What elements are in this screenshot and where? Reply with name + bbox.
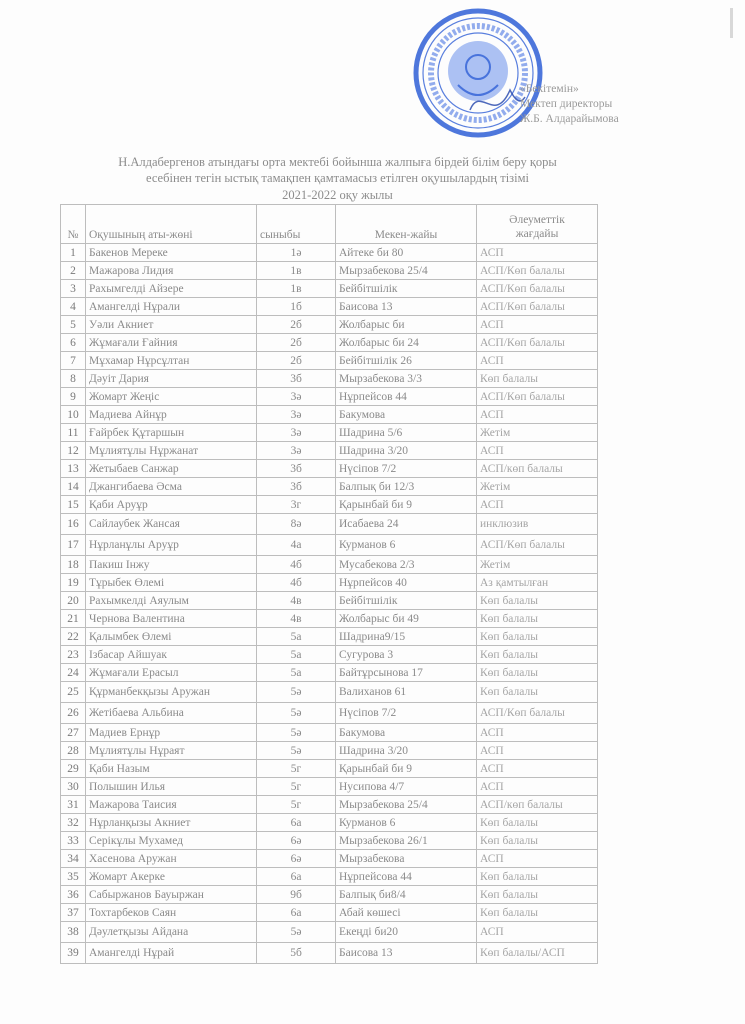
cell-grade: 4в bbox=[257, 592, 336, 610]
cell-no: 36 bbox=[61, 886, 86, 904]
cell-grade: 3ә bbox=[257, 406, 336, 424]
cell-address: Қарынбай би 9 bbox=[336, 496, 477, 514]
cell-name: Нұрланқызы Акниет bbox=[86, 814, 257, 832]
cell-name: Уәли Акниет bbox=[86, 316, 257, 334]
cell-grade: 5ә bbox=[257, 682, 336, 703]
cell-status: АСП bbox=[477, 742, 598, 760]
table-row bbox=[61, 814, 598, 832]
cell-name: Бакенов Мереке bbox=[86, 244, 257, 262]
cell-status: АСП/Көп балалы bbox=[477, 334, 598, 352]
cell-no: 24 bbox=[61, 664, 86, 682]
table-row bbox=[61, 886, 598, 904]
table-row bbox=[61, 664, 598, 682]
cell-name: Мадиева Айнұр bbox=[86, 406, 257, 424]
table-row bbox=[61, 496, 598, 514]
cell-name: Мұлиятұлы Нұраят bbox=[86, 742, 257, 760]
cell-status: Көп балалы bbox=[477, 868, 598, 886]
cell-grade: 6а bbox=[257, 814, 336, 832]
table-row bbox=[61, 556, 598, 574]
cell-name: Рахымкелді Аяулым bbox=[86, 592, 257, 610]
cell-no: 6 bbox=[61, 334, 86, 352]
cell-grade: 5г bbox=[257, 760, 336, 778]
cell-grade: 2б bbox=[257, 352, 336, 370]
cell-address: Курманов 6 bbox=[336, 535, 477, 556]
cell-address: Нұрпейсова 44 bbox=[336, 868, 477, 886]
cell-grade: 1ә bbox=[257, 244, 336, 262]
cell-no: 12 bbox=[61, 442, 86, 460]
cell-grade: 1в bbox=[257, 262, 336, 280]
cell-status: АСП bbox=[477, 850, 598, 868]
header-grade: сыныбы bbox=[257, 205, 336, 244]
table-row bbox=[61, 832, 598, 850]
cell-address: Мырзабекова 25/4 bbox=[336, 796, 477, 814]
cell-no: 2 bbox=[61, 262, 86, 280]
header-status-line-2: жағдайы bbox=[515, 228, 559, 240]
table-row bbox=[61, 904, 598, 922]
table-row bbox=[61, 922, 598, 943]
cell-no: 3 bbox=[61, 280, 86, 298]
table-row bbox=[61, 334, 598, 352]
cell-no: 9 bbox=[61, 388, 86, 406]
cell-no: 16 bbox=[61, 514, 86, 535]
cell-no: 15 bbox=[61, 496, 86, 514]
cell-status: АСП bbox=[477, 724, 598, 742]
cell-address: Баисова 13 bbox=[336, 298, 477, 316]
table-row bbox=[61, 406, 598, 424]
cell-no: 23 bbox=[61, 646, 86, 664]
table-row bbox=[61, 370, 598, 388]
cell-grade: 5а bbox=[257, 664, 336, 682]
header-address: Мекен-жайы bbox=[336, 205, 477, 244]
cell-address: Нүсіпов 7/2 bbox=[336, 460, 477, 478]
cell-grade: 5ә bbox=[257, 703, 336, 724]
cell-address: Нүсіпов 7/2 bbox=[336, 703, 477, 724]
table-row bbox=[61, 298, 598, 316]
cell-name: Дәуіт Дария bbox=[86, 370, 257, 388]
table-row bbox=[61, 592, 598, 610]
cell-status: АСП bbox=[477, 496, 598, 514]
cell-grade: 5б bbox=[257, 943, 336, 964]
cell-address: Шадрина 3/20 bbox=[336, 742, 477, 760]
table-row bbox=[61, 388, 598, 406]
cell-no: 13 bbox=[61, 460, 86, 478]
cell-status: Аз қамтылған bbox=[477, 574, 598, 592]
cell-grade: 4в bbox=[257, 610, 336, 628]
table-row bbox=[61, 628, 598, 646]
cell-name: Мұлиятұлы Нұржанат bbox=[86, 442, 257, 460]
cell-address: Бакумова bbox=[336, 406, 477, 424]
cell-status: Көп балалы bbox=[477, 832, 598, 850]
cell-grade: 4б bbox=[257, 556, 336, 574]
cell-status: АСП/көп балалы bbox=[477, 796, 598, 814]
cell-name: Құрманбекқызы Аружан bbox=[86, 682, 257, 703]
cell-no: 38 bbox=[61, 922, 86, 943]
cell-no: 37 bbox=[61, 904, 86, 922]
cell-grade: 2б bbox=[257, 334, 336, 352]
table-row bbox=[61, 316, 598, 334]
cell-status: АСП/Көп балалы bbox=[477, 262, 598, 280]
cell-grade: 5ә bbox=[257, 724, 336, 742]
cell-no: 26 bbox=[61, 703, 86, 724]
cell-status: АСП bbox=[477, 316, 598, 334]
cell-status: Көп балалы bbox=[477, 682, 598, 703]
cell-no: 7 bbox=[61, 352, 86, 370]
cell-status: АСП bbox=[477, 406, 598, 424]
approval-line: Мектеп директоры bbox=[520, 98, 613, 110]
cell-name: Сайлаубек Жансая bbox=[86, 514, 257, 535]
cell-address: Баисова 13 bbox=[336, 943, 477, 964]
cell-status: АСП bbox=[477, 760, 598, 778]
cell-name: Пакиш Інжу bbox=[86, 556, 257, 574]
table-row bbox=[61, 262, 598, 280]
table-row bbox=[61, 442, 598, 460]
table-row bbox=[61, 424, 598, 442]
cell-status: Көп балалы bbox=[477, 628, 598, 646]
cell-address: Байтұрсынова 17 bbox=[336, 664, 477, 682]
cell-grade: 8ә bbox=[257, 514, 336, 535]
cell-status: Көп балалы bbox=[477, 646, 598, 664]
cell-name: Қаби Аруұр bbox=[86, 496, 257, 514]
cell-name: Мажарова Лидия bbox=[86, 262, 257, 280]
cell-grade: 1б bbox=[257, 298, 336, 316]
cell-address: Нұрпейсов 40 bbox=[336, 574, 477, 592]
cell-no: 32 bbox=[61, 814, 86, 832]
cell-status: Жетім bbox=[477, 424, 598, 442]
cell-grade: 5ә bbox=[257, 742, 336, 760]
cell-address: Шадрина 3/20 bbox=[336, 442, 477, 460]
cell-no: 39 bbox=[61, 943, 86, 964]
cell-status: Көп балалы bbox=[477, 814, 598, 832]
cell-status: АСП/Көп балалы bbox=[477, 703, 598, 724]
cell-address: Валиханов 61 bbox=[336, 682, 477, 703]
table-row bbox=[61, 352, 598, 370]
cell-no: 20 bbox=[61, 592, 86, 610]
cell-status: Көп балалы bbox=[477, 610, 598, 628]
table-row bbox=[61, 682, 598, 703]
table-row bbox=[61, 703, 598, 724]
cell-status: Көп балалы bbox=[477, 904, 598, 922]
cell-status: Жетім bbox=[477, 478, 598, 496]
cell-address: Исабаева 24 bbox=[336, 514, 477, 535]
cell-no: 28 bbox=[61, 742, 86, 760]
table-row bbox=[61, 868, 598, 886]
cell-no: 22 bbox=[61, 628, 86, 646]
cell-grade: 5г bbox=[257, 796, 336, 814]
cell-address: Екеңді би20 bbox=[336, 922, 477, 943]
cell-address: Жолбарыс би 24 bbox=[336, 334, 477, 352]
cell-status: АСП bbox=[477, 244, 598, 262]
table-row bbox=[61, 610, 598, 628]
cell-address: Мырзабекова bbox=[336, 850, 477, 868]
cell-no: 18 bbox=[61, 556, 86, 574]
cell-status: АСП/Көп балалы bbox=[477, 298, 598, 316]
approval-line: «Бекітемін» bbox=[520, 83, 579, 95]
header-status-line-1: Әлеуметтік bbox=[509, 214, 565, 226]
table-row bbox=[61, 850, 598, 868]
cell-address: Курманов 6 bbox=[336, 814, 477, 832]
cell-no: 5 bbox=[61, 316, 86, 334]
cell-grade: 5а bbox=[257, 646, 336, 664]
cell-grade: 3б bbox=[257, 370, 336, 388]
cell-name: Жетыбаев Санжар bbox=[86, 460, 257, 478]
cell-no: 35 bbox=[61, 868, 86, 886]
cell-grade: 6а bbox=[257, 904, 336, 922]
cell-grade: 5г bbox=[257, 778, 336, 796]
cell-name: Қалымбек Өлемі bbox=[86, 628, 257, 646]
cell-grade: 2б bbox=[257, 316, 336, 334]
cell-status: Көп балалы/АСП bbox=[477, 943, 598, 964]
cell-address: Жолбарыс би bbox=[336, 316, 477, 334]
cell-address: Нұрпейсов 44 bbox=[336, 388, 477, 406]
approval-block bbox=[520, 82, 619, 127]
cell-status: АСП bbox=[477, 922, 598, 943]
cell-grade: 4б bbox=[257, 574, 336, 592]
cell-name: Амангелді Нұрай bbox=[86, 943, 257, 964]
cell-name: Жұмағали Ғайния bbox=[86, 334, 257, 352]
header-status bbox=[477, 205, 598, 244]
cell-status: АСП bbox=[477, 778, 598, 796]
cell-status: Көп балалы bbox=[477, 664, 598, 682]
cell-name: Тохтарбеков Саян bbox=[86, 904, 257, 922]
scan-edge-mark bbox=[730, 8, 733, 38]
cell-grade: 3г bbox=[257, 496, 336, 514]
cell-no: 14 bbox=[61, 478, 86, 496]
table-row bbox=[61, 778, 598, 796]
cell-address: Бейбітшілік 26 bbox=[336, 352, 477, 370]
cell-address: Балпық би 12/3 bbox=[336, 478, 477, 496]
table-body bbox=[61, 244, 598, 964]
cell-name: Ізбасар Айшуак bbox=[86, 646, 257, 664]
cell-name: Жұмағали Ерасыл bbox=[86, 664, 257, 682]
cell-name: Рахымгелді Айзере bbox=[86, 280, 257, 298]
table-row bbox=[61, 244, 598, 262]
cell-address: Бейбітшілік bbox=[336, 280, 477, 298]
cell-address: Балпық би8/4 bbox=[336, 886, 477, 904]
cell-name: Нұрланұлы Аруұр bbox=[86, 535, 257, 556]
cell-no: 10 bbox=[61, 406, 86, 424]
table-row bbox=[61, 742, 598, 760]
cell-no: 21 bbox=[61, 610, 86, 628]
cell-name: Жомарт Акерке bbox=[86, 868, 257, 886]
cell-no: 1 bbox=[61, 244, 86, 262]
cell-status: Жетім bbox=[477, 556, 598, 574]
cell-status: инклюзив bbox=[477, 514, 598, 535]
cell-status: АСП/Көп балалы bbox=[477, 535, 598, 556]
table-row bbox=[61, 760, 598, 778]
cell-no: 11 bbox=[61, 424, 86, 442]
cell-address: Нусипова 4/7 bbox=[336, 778, 477, 796]
cell-grade: 9б bbox=[257, 886, 336, 904]
cell-grade: 6а bbox=[257, 868, 336, 886]
cell-no: 31 bbox=[61, 796, 86, 814]
cell-status: АСП/Көп балалы bbox=[477, 388, 598, 406]
document-title-line-2: есебінен тегін ыстық тамақпен қамтамасыз етілген оқушылардың тізімі bbox=[146, 171, 529, 185]
cell-grade: 6ә bbox=[257, 850, 336, 868]
table-row bbox=[61, 460, 598, 478]
table-row bbox=[61, 943, 598, 964]
cell-grade: 4а bbox=[257, 535, 336, 556]
document-title-line-3: 2021-2022 оқу жылы bbox=[282, 188, 393, 202]
table-row bbox=[61, 478, 598, 496]
cell-address: Абай көшесі bbox=[336, 904, 477, 922]
cell-address: Мырзабекова 26/1 bbox=[336, 832, 477, 850]
cell-grade: 5ә bbox=[257, 922, 336, 943]
cell-address: Сугурова 3 bbox=[336, 646, 477, 664]
cell-status: АСП/Көп балалы bbox=[477, 280, 598, 298]
cell-no: 29 bbox=[61, 760, 86, 778]
header-no: № bbox=[61, 205, 86, 244]
cell-address: Бейбітшілік bbox=[336, 592, 477, 610]
cell-address: Мусабекова 2/3 bbox=[336, 556, 477, 574]
cell-name: Джангибаева Әсма bbox=[86, 478, 257, 496]
cell-name: Серікұлы Мухамед bbox=[86, 832, 257, 850]
cell-name: Полышин Илья bbox=[86, 778, 257, 796]
cell-name: Тұрыбек Өлемі bbox=[86, 574, 257, 592]
table-row bbox=[61, 724, 598, 742]
cell-status: Көп балалы bbox=[477, 370, 598, 388]
header-name: Оқушының аты-жөні bbox=[86, 205, 257, 244]
cell-no: 25 bbox=[61, 682, 86, 703]
cell-no: 4 bbox=[61, 298, 86, 316]
document-title-line-1: Н.Алдабергенов атындағы орта мектебі бойынша жалпыға бірдей білім беру қоры bbox=[118, 155, 557, 169]
table-row bbox=[61, 574, 598, 592]
cell-grade: 6ә bbox=[257, 832, 336, 850]
cell-grade: 5а bbox=[257, 628, 336, 646]
cell-name: Жомарт Жеңіс bbox=[86, 388, 257, 406]
table-row bbox=[61, 646, 598, 664]
cell-address: Бакумова bbox=[336, 724, 477, 742]
cell-no: 30 bbox=[61, 778, 86, 796]
cell-grade: 3ә bbox=[257, 388, 336, 406]
cell-address: Жолбарыс би 49 bbox=[336, 610, 477, 628]
cell-status: Көп балалы bbox=[477, 592, 598, 610]
cell-grade: 3б bbox=[257, 460, 336, 478]
cell-name: Мажарова Таисия bbox=[86, 796, 257, 814]
cell-name: Мұхамар Нұрсұлтан bbox=[86, 352, 257, 370]
table-row bbox=[61, 280, 598, 298]
cell-address: Шадрина 5/6 bbox=[336, 424, 477, 442]
cell-no: 34 bbox=[61, 850, 86, 868]
cell-address: Мырзабекова 3/3 bbox=[336, 370, 477, 388]
cell-status: АСП bbox=[477, 442, 598, 460]
cell-no: 19 bbox=[61, 574, 86, 592]
cell-name: Сабыржанов Бауыржан bbox=[86, 886, 257, 904]
cell-no: 8 bbox=[61, 370, 86, 388]
cell-grade: 1в bbox=[257, 280, 336, 298]
table-row bbox=[61, 796, 598, 814]
cell-name: Қаби Назым bbox=[86, 760, 257, 778]
cell-name: Мадиев Ернұр bbox=[86, 724, 257, 742]
cell-grade: 3б bbox=[257, 478, 336, 496]
cell-no: 33 bbox=[61, 832, 86, 850]
cell-name: Хасенова Аружан bbox=[86, 850, 257, 868]
cell-name: Жетібаева Альбина bbox=[86, 703, 257, 724]
cell-address: Айтеке би 80 bbox=[336, 244, 477, 262]
table-row bbox=[61, 514, 598, 535]
cell-no: 27 bbox=[61, 724, 86, 742]
cell-address: Мырзабекова 25/4 bbox=[336, 262, 477, 280]
table-header-row bbox=[61, 205, 598, 244]
cell-name: Ғайрбек Құтаршын bbox=[86, 424, 257, 442]
cell-status: Көп балалы bbox=[477, 886, 598, 904]
cell-address: Шадрина9/15 bbox=[336, 628, 477, 646]
cell-address: Қарынбай би 9 bbox=[336, 760, 477, 778]
cell-status: АСП bbox=[477, 352, 598, 370]
students-table bbox=[60, 204, 598, 964]
cell-grade: 3ә bbox=[257, 424, 336, 442]
cell-grade: 3ә bbox=[257, 442, 336, 460]
cell-name: Дәулетқызы Айдана bbox=[86, 922, 257, 943]
cell-name: Чернова Валентина bbox=[86, 610, 257, 628]
cell-status: АСП/көп балалы bbox=[477, 460, 598, 478]
approval-line: Ж.Б. Алдарайымова bbox=[520, 113, 619, 125]
cell-no: 17 bbox=[61, 535, 86, 556]
cell-name: Амангелді Нұрали bbox=[86, 298, 257, 316]
table-row bbox=[61, 535, 598, 556]
